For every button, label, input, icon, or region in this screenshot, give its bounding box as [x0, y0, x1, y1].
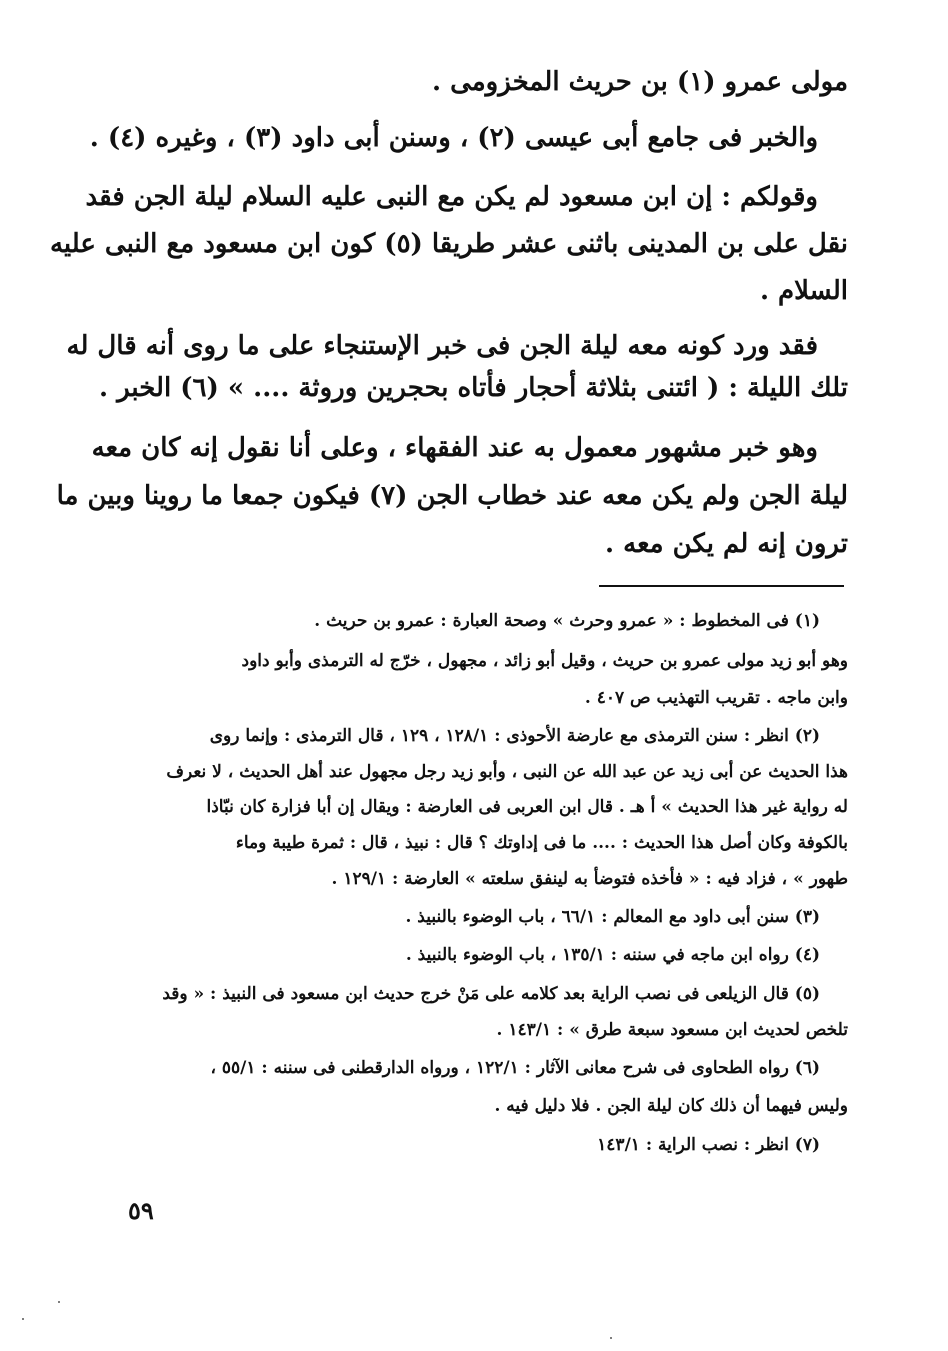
- footnote-line: (١) فى المخطوط : « عمرو وحرث » وصحة العبارة : عمرو بن حريث .: [314, 611, 820, 631]
- footnote-line: هذا الحديث عن أبى زيد عن عبد الله عن النبى ، وأبو زيد رجل مجهول عند أهل الحديث ، لا نعرف: [166, 762, 848, 782]
- scan-speck: [610, 1337, 612, 1339]
- footnote-line: وليس فيهما أن ذلك كان ليلة الجن . فلا دليل فيه .: [494, 1096, 848, 1116]
- body-line: وهو خبر مشهور معمول به عند الفقهاء ، وعلى أنا نقول إنه كان معه: [91, 433, 818, 463]
- body-line: ليلة الجن ولم يكن معه عند خطاب الجن (٧) فيكون جمعا ما روينا وبين ما: [56, 481, 848, 511]
- footnote-line: طهور » ، فزاد فيه : « فأخذه فتوضأ به لينفق سلعته » العارضة : ١٢٩/١ .: [331, 869, 848, 889]
- footnote-line: وابن ماجه . تقريب التهذيب ص ٤٠٧ .: [584, 688, 848, 708]
- footnote-line: (٦) رواه الطحاوى فى شرح معانى الآثار : ١٢٢/١ ، ورواه الدارقطنى فى سننه : ٥٥/١ ،: [210, 1058, 820, 1078]
- body-line: وقولكم : إن ابن مسعود لم يكن مع النبى عليه السلام ليلة الجن فقد: [85, 182, 818, 212]
- body-line: ترون إنه لم يكن معه .: [605, 529, 848, 559]
- footnote-line: وهو أبو زيد مولى عمرو بن حريث ، وقيل أبو زائد ، مجهول ، خرّج له الترمذى وأبو داود: [241, 651, 848, 671]
- body-line: مولى عمرو (١) بن حريث المخزومى .: [431, 67, 848, 97]
- body-line: تلك الليلة : ( ائتنى بثلاثة أحجار فأتاه بحجرين وروثة .... » (٦) الخبر .: [98, 373, 848, 403]
- footnote-line: (٥) قال الزيلعى فى نصب الراية بعد كلامه على مَنْ خرج حديث ابن مسعود فى النبيذ : « وقد: [162, 984, 820, 1004]
- footnote-separator: [599, 585, 844, 587]
- footnote-line: (٢) انظر : سنن الترمذى مع عارضة الأحوذى : ١٢٨/١ ، ١٢٩ ، قال الترمذى : وإنما روى: [209, 726, 820, 746]
- body-line: والخبر فى جامع أبى عيسى (٢) ، وسنن أبى داود (٣) ، وغيره (٤) .: [89, 123, 818, 153]
- scan-speck: [22, 1318, 24, 1320]
- footnote-line: (٣) سنن أبى داود مع المعالم : ٦٦/١ ، باب الوضوء بالنبيذ .: [405, 907, 820, 927]
- footnote-line: (٤) رواه ابن ماجه في سننه : ١٣٥/١ ، باب الوضوء بالنبيذ .: [405, 945, 820, 965]
- footnote-line: له رواية غير هذا الحديث » أ هـ . قال ابن العربى فى العارضة : ويقال إن أبا فزارة كان نبّاذا: [206, 797, 848, 817]
- body-line: نقل على بن المدينى باثنى عشر طريقا (٥) كون ابن مسعود مع النبى عليه: [49, 229, 848, 259]
- footnote-line: تلخص لحديث ابن مسعود سبعة طرق » : ١٤٣/١ .: [496, 1020, 848, 1040]
- body-line: فقد ورد كونه معه ليلة الجن فى خبر الإستنجاء على ما روى أنه قال له: [66, 331, 818, 361]
- scan-speck: [58, 1301, 60, 1303]
- footnote-line: بالكوفة وكان أصل هذا الحديث : .... ما فى إداوتك ؟ قال : نبيذ ، قال : ثمرة طيبة وماء: [235, 833, 848, 853]
- page-number: ٥٩: [128, 1196, 154, 1225]
- body-line: السلام .: [759, 276, 848, 306]
- footnote-line: (٧) انظر : نصب الراية : ١٤٣/١: [597, 1135, 820, 1155]
